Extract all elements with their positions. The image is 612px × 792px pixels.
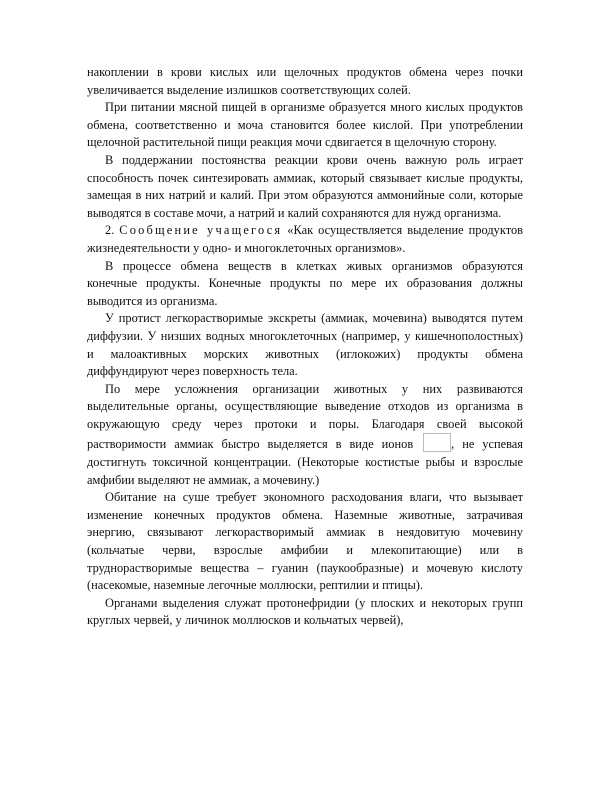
paragraph-2: При питании мясной пищей в организме образуется много кислых продуктов обмена, соответственно и моча становится более кислой. При употреблении щелочной растительной пищи реакция мочи сдвигается в щелочную сторону.: [87, 100, 523, 150]
paragraph-7-text: По мере усложнения организации животных у них развиваются выделительные органы, осуществляющие выведение отходов из организма в окружающую среду через протоки и поры. Благодаря своей высокой растворимости аммиак быстро выделяется в виде ионов: [87, 381, 523, 452]
paragraph-9: Органами выделения служат протонефридии (у плоских и некоторых групп круглых червей, у личинок моллюсков и кольчатых червей),: [87, 595, 523, 628]
paragraph-3: В поддержании постоянства реакции крови очень важную роль играет способность почек синтезировать аммиак, который связывает кислые продукты, замещая в них натрий и калий. При этом образуются аммонийные соли, которые выводятся в составе мочи, а натрий и калий сохраняются для нужд организма.: [87, 152, 523, 220]
paragraph-1: накоплении в крови кислых или щелочных продуктов обмена через почки увеличивается выделение излишков соответствующих солей.: [87, 65, 523, 97]
formula-placeholder-icon: [423, 433, 451, 452]
paragraph-4-student-report: [87, 222, 523, 257]
report-number: 2.: [105, 223, 120, 238]
report-topic: «Как осуществляется выделение продуктов жизнедеятельности у одно- и многоклеточных организмов».: [87, 223, 523, 255]
report-heading-spaced: Сообщение учащегося: [119, 223, 283, 238]
paragraph-5: В процессе обмена веществ в клетках живых организмов образуются конечные продукты. Конечные продукты по мере их образования должны выводится из организма.: [87, 258, 523, 308]
paragraph-7-continuation: , не успевая достигнуть токсичной концентрации. (Некоторые костистые рыбы и взрослые амфибии выделяют не аммиак, а мочевину.): [87, 437, 523, 487]
paragraph-8: Обитание на суше требует экономного расходования влаги, что вызывает изменение конечных продуктов обмена. Наземные животные, затрачивая энергию, связывают легкорастворимый аммиак в неядовитую мочевину (кольчатые черви, взрослые амфибии и млекопитающие) или в труднорастворимые вещества – гуанин (паукообразные) и мочевую кислоту (насекомые, наземные легочные моллюски, рептилии и птицы).: [87, 490, 523, 593]
document-page: [87, 64, 523, 630]
paragraph-7: [87, 381, 523, 490]
paragraph-6: У протист легкорастворимые экскреты (аммиак, мочевина) выводятся путем диффузии. У низших водных многоклеточных (например, у кишечнополостных) и малоактивных морских животных (иглокожих) продукты обмена диффундируют через поверхность тела.: [87, 311, 523, 379]
